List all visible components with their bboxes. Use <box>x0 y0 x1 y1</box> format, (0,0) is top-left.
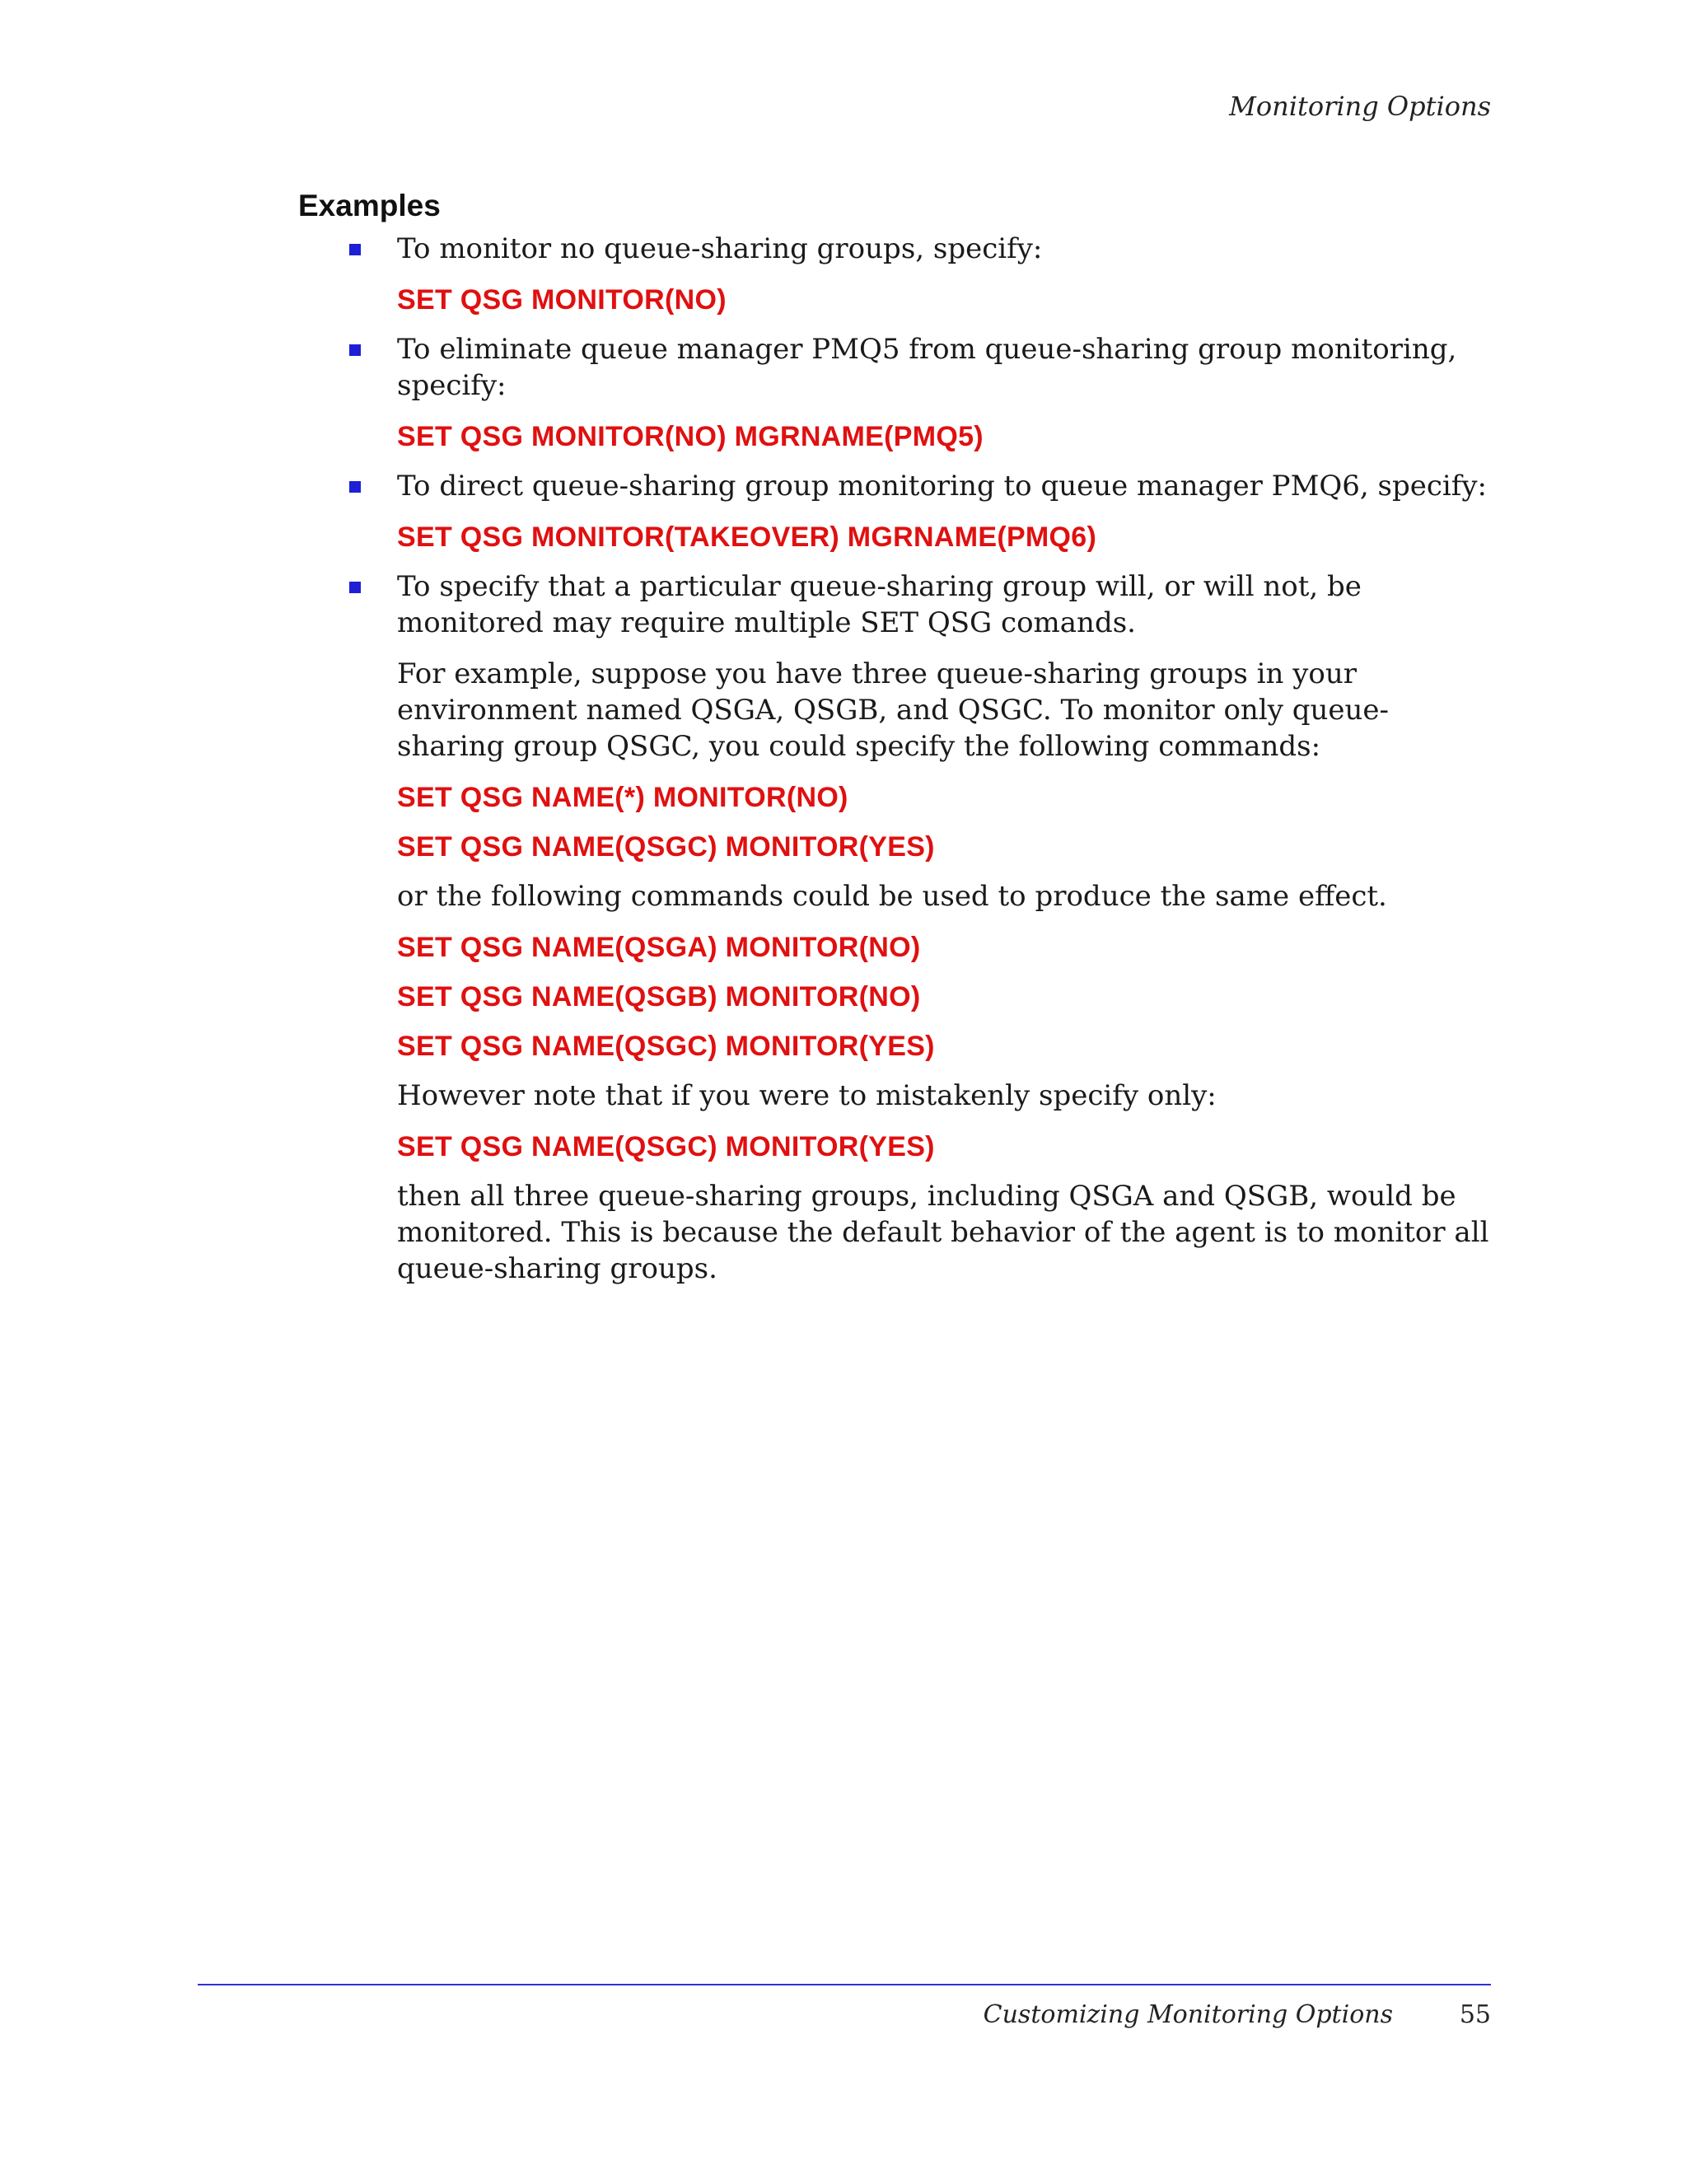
list-item <box>298 231 1493 318</box>
bullet-square-icon <box>349 481 361 493</box>
section-heading: Examples <box>298 189 441 222</box>
footer-divider <box>198 1984 1491 1985</box>
paragraph: However note that if you were to mistakenly specify only: <box>397 1079 1217 1112</box>
command-example: SET QSG NAME(*) MONITOR(NO) <box>397 782 848 813</box>
list-item <box>298 468 1493 555</box>
paragraph: or the following commands could be used to produce the same effect. <box>397 880 1387 913</box>
item-text: To specify that a particular queue-sharing group will, or will not, be monitored may require multiple SET QSG comands. <box>397 570 1362 639</box>
item-text: To eliminate queue manager PMQ5 from queue-sharing group monitoring, specify: <box>397 333 1457 402</box>
running-header: Monitoring Options <box>1229 91 1491 122</box>
paragraph: For example, suppose you have three queue-sharing groups in your environment named QSGA, QSGB, and QSGC. To monitor only queue-sharing group QSGC, you could specify the following commands: <box>397 657 1389 763</box>
command-example: SET QSG NAME(QSGB) MONITOR(NO) <box>397 981 921 1012</box>
item-text: To monitor no queue-sharing groups, specify: <box>397 232 1043 265</box>
command-example: SET QSG NAME(QSGA) MONITOR(NO) <box>397 932 921 963</box>
command-example: SET QSG NAME(QSGC) MONITOR(YES) <box>397 1031 935 1062</box>
command-example: SET QSG MONITOR(TAKEOVER) MGRNAME(PMQ6) <box>397 521 1097 553</box>
command-example: SET QSG MONITOR(NO) <box>397 284 727 316</box>
bullet-square-icon <box>349 582 361 593</box>
list-item <box>298 568 1493 1287</box>
item-text: To direct queue-sharing group monitoring to queue manager PMQ6, specify: <box>397 470 1487 503</box>
bullet-square-icon <box>349 344 361 356</box>
list-item <box>298 331 1493 455</box>
paragraph: then all three queue-sharing groups, including QSGA and QSGB, would be monitored. This is because the default behavior of the agent is to monitor all queue-sharing groups. <box>397 1180 1489 1285</box>
bullet-square-icon <box>349 244 361 255</box>
page-number: 55 <box>1459 2000 1491 2029</box>
command-example: SET QSG MONITOR(NO) MGRNAME(PMQ5) <box>397 421 984 452</box>
command-example: SET QSG NAME(QSGC) MONITOR(YES) <box>397 1131 935 1162</box>
footer-title: Customizing Monitoring Options <box>983 2000 1393 2029</box>
command-example: SET QSG NAME(QSGC) MONITOR(YES) <box>397 831 935 863</box>
main-content <box>298 188 1493 1302</box>
